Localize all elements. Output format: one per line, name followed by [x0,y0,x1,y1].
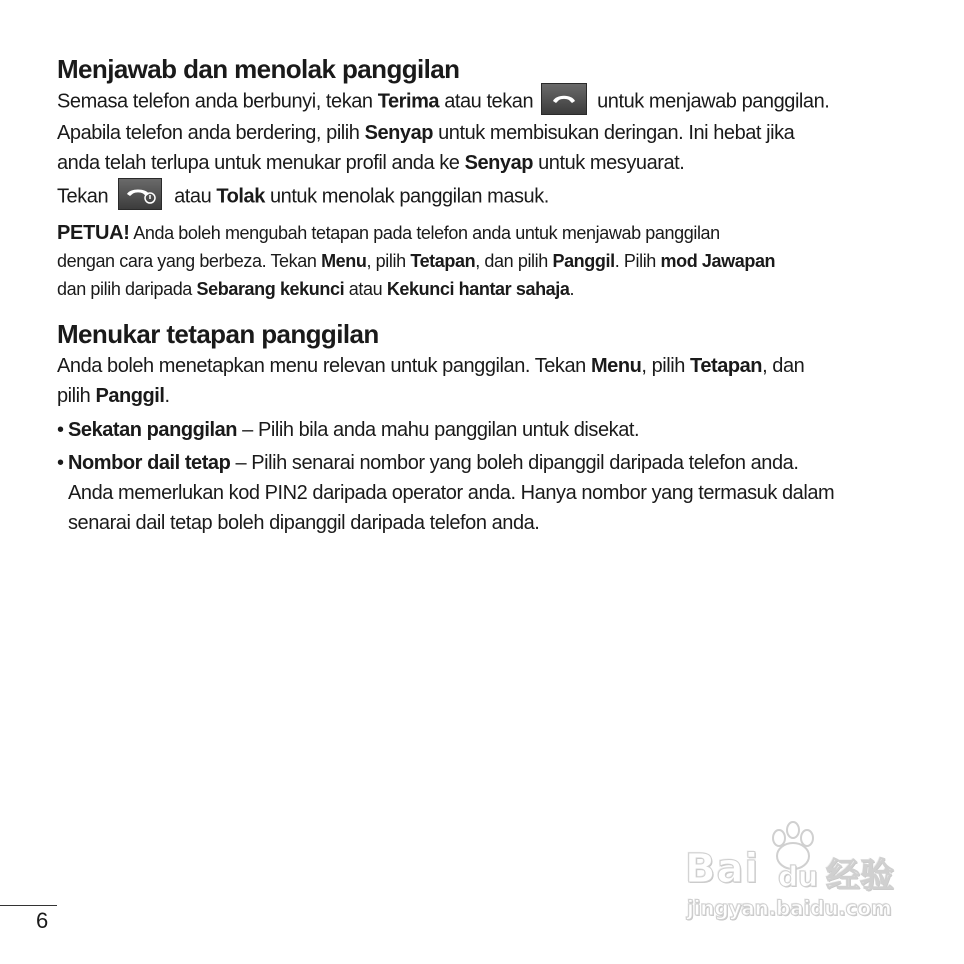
baidu-jingyan-watermark [683,818,913,928]
section-title-answer-reject: Menjawab dan menolak panggilan [57,54,460,84]
document-content [57,52,917,538]
term-tolak: Tolak [216,185,265,208]
list-item: • Sekatan panggilan – Pilih bila anda mahu panggilan untuk disekat. [57,419,640,441]
settings-list [57,415,917,538]
page-number: 6 [36,908,49,933]
answer-line-3: anda telah terlupa untuk menukar profil anda ke Senyap untuk mesyuarat. [57,152,685,174]
phone-reject-icon [118,178,162,210]
watermark-jingyan: 经验 [826,856,894,896]
answer-line-2: Apabila telefon anda berdering, pilih Senyap untuk membisukan deringan. Ini hebat jika [57,122,795,144]
term-nombor-dail-tetap: Nombor dail tetap [68,452,231,474]
phone-answer-icon [541,83,587,115]
answer-line-1: Semasa telefon anda berbunyi, tekan Terima atau tekan untuk menjawab panggilan. [57,86,917,118]
page-number-rule [0,905,57,906]
settings-intro: Anda boleh menetapkan menu relevan untuk panggilan. Tekan Menu, pilih Tetapan, dan pilih Panggil. [57,355,805,407]
term-terima: Terima [377,90,440,113]
tip-paragraph: PETUA! Anda boleh mengubah tetapan pada telefon anda untuk menjawab panggilan dengan cara yang berbeza. Tekan Menu, pilih Tetapan, dan pilih Panggil. Pilih mod Jawapan dan pilih daripada Sebarang kekunci atau Kekunci hantar sahaja. [57,222,776,299]
watermark-du: du [778,860,818,893]
term-sekatan-panggilan: Sekatan panggilan [68,419,238,441]
term-senyap-2: Senyap [464,152,534,174]
watermark-url: jingyan.baidu.com [687,896,892,920]
tip-label: PETUA! [57,222,130,244]
answer-paragraph [57,86,917,178]
watermark-bai: Bai [685,846,760,892]
section-title-call-settings: Menukar tetapan panggilan [57,319,379,349]
reject-paragraph: Tekan atau Tolak untuk menolak panggilan masuk. [57,181,917,213]
term-senyap: Senyap [364,122,434,144]
list-item: • Nombor dail tetap – Pilih senarai nombor yang boleh dipanggil daripada telefon anda. Anda memerlukan kod PIN2 daripada operator anda. Hanya nombor yang termasuk dalam senarai dail tetap boleh dipanggil daripada telefon anda. [57,452,835,534]
